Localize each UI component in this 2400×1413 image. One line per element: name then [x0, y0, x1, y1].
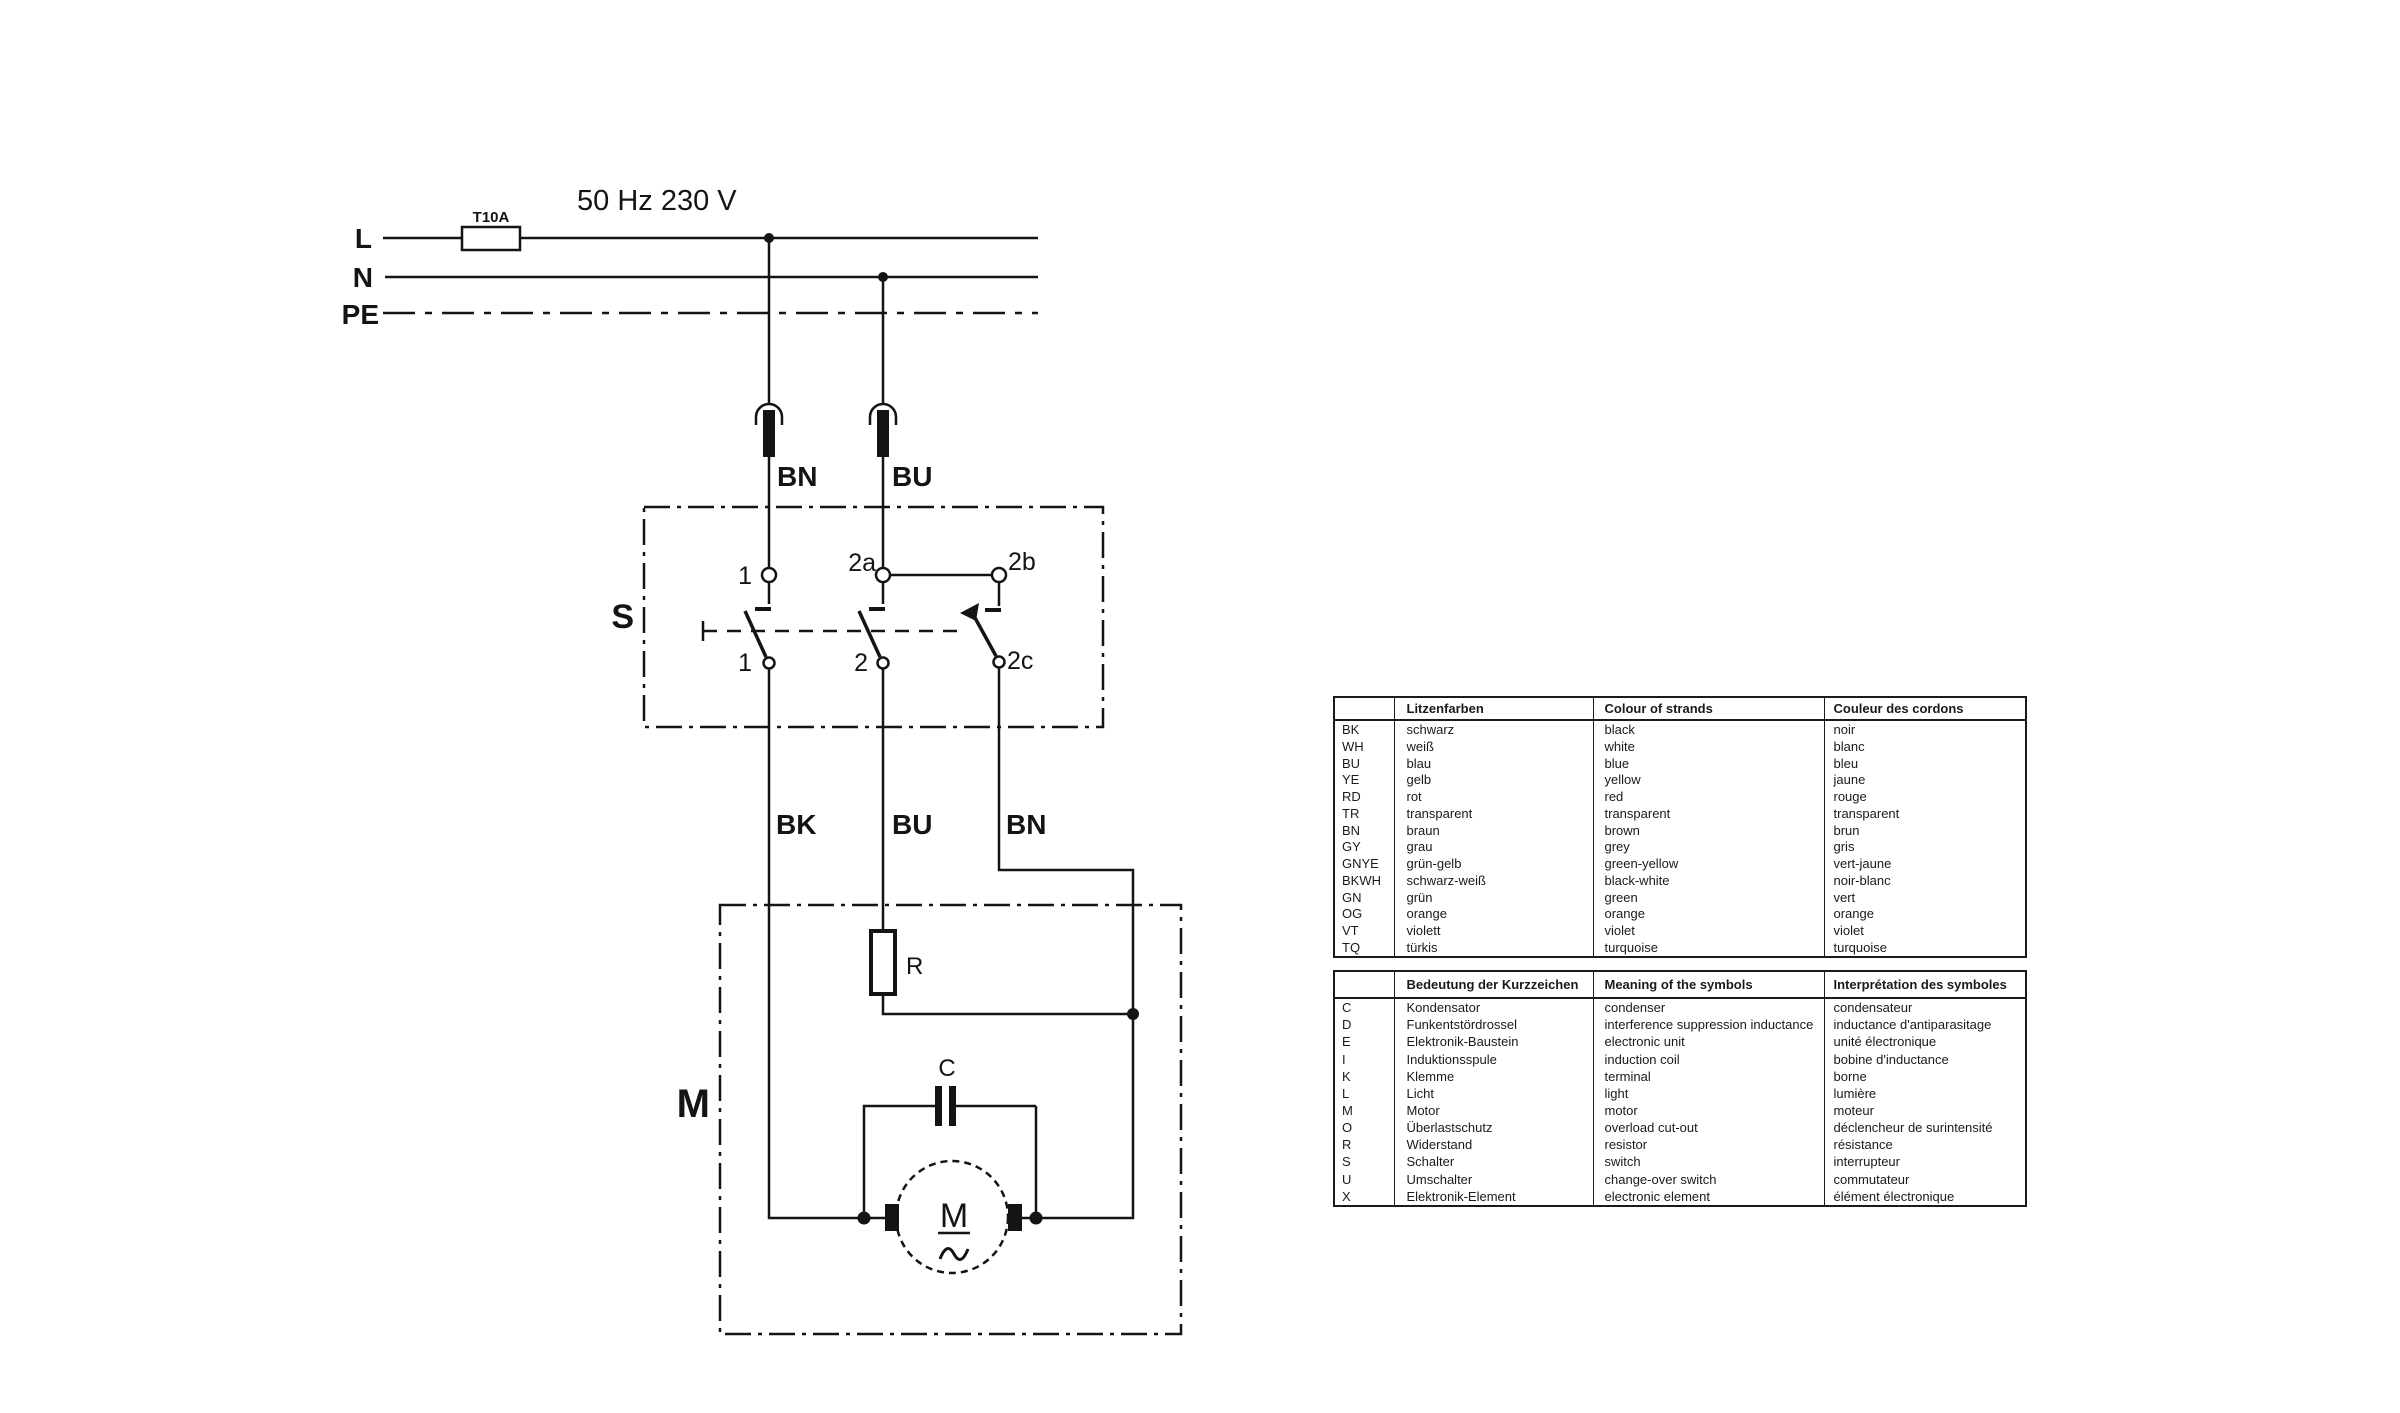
table-cell: transparent [1593, 805, 1824, 822]
table-cell: blau [1394, 755, 1593, 772]
table-cell: condenser [1593, 998, 1824, 1016]
code-cell: S [1342, 1154, 1351, 1170]
table-header-cell: Bedeutung der Kurzzeichen [1394, 971, 1593, 998]
resistor-symbol [871, 931, 895, 994]
contact-2-bottom-label: 2 [854, 649, 868, 677]
contact-2a-label: 2a [848, 549, 876, 577]
code-cell: BK [1342, 721, 1360, 737]
table-row [1334, 822, 2026, 839]
table-cell: violet [1824, 922, 2026, 939]
table-header-row [1334, 971, 2026, 998]
table-cell: switch [1593, 1153, 1824, 1170]
code-cell: R [1342, 1137, 1352, 1153]
table-cell: inductance d'antiparasitage [1824, 1016, 2026, 1033]
code-cell: GN [1342, 889, 1362, 905]
junction-dot [1030, 1212, 1043, 1225]
table-cell: Elektronik-Element [1394, 1188, 1593, 1206]
code-cell: BN [1342, 822, 1361, 838]
table-row [1334, 922, 2026, 939]
table-cell: condensateur [1824, 998, 2026, 1016]
table-row [1334, 1085, 2026, 1102]
code-cell: U [1342, 1171, 1352, 1187]
table-row [1334, 788, 2026, 805]
table-cell: bobine d'inductance [1824, 1051, 2026, 1068]
table-cell: turquoise [1593, 939, 1824, 957]
table-cell: lumière [1824, 1085, 2026, 1102]
table-body [1334, 720, 2026, 957]
table-cell: schwarz-weiß [1394, 872, 1593, 889]
table-row [1334, 872, 2026, 889]
table-header-cell: Litzenfarben [1394, 697, 1593, 720]
table-cell: light [1593, 1085, 1824, 1102]
table-cell: white [1593, 738, 1824, 755]
symbol-meanings-table-grid [1333, 970, 2027, 1207]
table-cell: commutateur [1824, 1171, 2026, 1188]
switch-box-outline [644, 507, 1103, 727]
motor-terminal [885, 1204, 899, 1231]
table-cell: electronic unit [1593, 1033, 1824, 1050]
code-cell: WH [1342, 738, 1364, 754]
table-cell: noir-blanc [1824, 872, 2026, 889]
code-cell: M [1342, 1103, 1353, 1119]
wire-bu-label: BU [892, 809, 933, 840]
table-row [1334, 998, 2026, 1016]
table-row [1334, 1016, 2026, 1033]
table-cell: overload cut-out [1593, 1119, 1824, 1136]
table-cell: vert [1824, 889, 2026, 906]
table-row [1334, 906, 2026, 923]
table-row [1334, 838, 2026, 855]
table-cell: Induktionsspule [1394, 1051, 1593, 1068]
code-cell: TQ [1342, 940, 1361, 956]
switch-3-arrow-icon [960, 603, 979, 621]
table-cell: change-over switch [1593, 1171, 1824, 1188]
table-cell: Umschalter [1394, 1171, 1593, 1188]
table-cell: weiß [1394, 738, 1593, 755]
code-cell: I [1342, 1051, 1346, 1067]
wire-bk [769, 668, 885, 1218]
table-row [1334, 738, 2026, 755]
contact-2b-label: 2b [1008, 548, 1036, 576]
contact-terminal [878, 658, 889, 669]
table-cell: induction coil [1593, 1051, 1824, 1068]
strand-colours-table-grid [1333, 696, 2027, 958]
contact-2c-label: 2c [1007, 647, 1034, 675]
table-cell: moteur [1824, 1102, 2026, 1119]
line-l-label: L [354, 223, 372, 254]
code-cell: TR [1342, 805, 1360, 821]
table-cell: grey [1593, 838, 1824, 855]
contact-terminal [762, 568, 776, 582]
switch-box-label: S [611, 598, 634, 636]
table-cell: Funkentstördrossel [1394, 1016, 1593, 1033]
table-cell: electronic element [1593, 1188, 1824, 1206]
table-cell: Kondensator [1394, 998, 1593, 1016]
table-cell: élément électronique [1824, 1188, 2026, 1206]
table-cell: turquoise [1824, 939, 2026, 957]
code-cell: E [1342, 1034, 1351, 1050]
wire-bk-label: BK [776, 809, 817, 840]
table-body [1334, 998, 2026, 1206]
table-cell: red [1593, 788, 1824, 805]
table-cell: schwarz [1394, 720, 1593, 738]
table-cell: bleu [1824, 755, 2026, 772]
table-row [1334, 1068, 2026, 1085]
code-cell: GNYE [1342, 856, 1379, 872]
code-cell: YE [1342, 772, 1360, 788]
table-header-cell: Meaning of the symbols [1593, 971, 1824, 998]
table-cell: interference suppression inductance [1593, 1016, 1824, 1033]
wire-bn [999, 668, 1133, 1218]
code-cell: L [1342, 1085, 1350, 1101]
table-row [1334, 1188, 2026, 1206]
table-cell: unité électronique [1824, 1033, 2026, 1050]
table-cell: türkis [1394, 939, 1593, 957]
table-row [1334, 1051, 2026, 1068]
plug-pin-icon [763, 410, 775, 457]
table-header-cell: Interprétation des symboles [1824, 971, 2026, 998]
wire-bn-label: BN [1006, 809, 1047, 840]
capacitor-plate [949, 1086, 956, 1126]
plug-pin-icon [877, 410, 889, 457]
code-cell: GY [1342, 839, 1361, 855]
table-cell: grau [1394, 838, 1593, 855]
supply-rating-label: 50 Hz 230 V [577, 185, 737, 217]
table-cell: transparent [1394, 805, 1593, 822]
table-cell: gelb [1394, 771, 1593, 788]
table-cell: green-yellow [1593, 855, 1824, 872]
table-cell: orange [1394, 906, 1593, 923]
contact-terminal [992, 568, 1006, 582]
connector-bu-label: BU [892, 461, 933, 492]
table-cell: orange [1593, 906, 1824, 923]
capacitor-label: C [938, 1055, 956, 1082]
strand-colours-table [1333, 696, 2025, 958]
table-header [1334, 971, 2026, 998]
table-cell: borne [1824, 1068, 2026, 1085]
table-cell: braun [1394, 822, 1593, 839]
resistor-label: R [906, 953, 924, 980]
table-row [1334, 1136, 2026, 1153]
motor-box-label: M [676, 1082, 710, 1126]
code-cell: BKWH [1342, 872, 1381, 888]
table-cell: Widerstand [1394, 1136, 1593, 1153]
code-cell: X [1342, 1188, 1351, 1204]
fuse-label: T10A [472, 209, 510, 226]
motor-letter: M [939, 1197, 969, 1235]
contact-terminal [764, 658, 775, 669]
code-cell: VT [1342, 923, 1359, 939]
table-cell: blanc [1824, 738, 2026, 755]
table-cell: Schalter [1394, 1153, 1593, 1170]
table-row [1334, 771, 2026, 788]
table-cell: jaune [1824, 771, 2026, 788]
table-cell: orange [1824, 906, 2026, 923]
code-cell: C [1342, 1000, 1352, 1016]
table-cell: violett [1394, 922, 1593, 939]
table-cell: green [1593, 889, 1824, 906]
table-row [1334, 1153, 2026, 1170]
table-cell: transparent [1824, 805, 2026, 822]
motor-terminal [1008, 1204, 1022, 1231]
contact-terminal [994, 657, 1005, 668]
code-cell: BU [1342, 755, 1361, 771]
table-cell: Motor [1394, 1102, 1593, 1119]
table-row [1334, 755, 2026, 772]
table-cell: interrupteur [1824, 1153, 2026, 1170]
table-header-cell: Couleur des cordons [1824, 697, 2026, 720]
table-cell: yellow [1593, 771, 1824, 788]
capacitor-plate [935, 1086, 942, 1126]
code-cell: D [1342, 1017, 1352, 1033]
table-header-cell: Colour of strands [1593, 697, 1824, 720]
switch-3-blade [974, 616, 996, 656]
table-cell: Licht [1394, 1085, 1593, 1102]
table-cell: grün-gelb [1394, 855, 1593, 872]
table-cell: black [1593, 720, 1824, 738]
connector-bn-label: BN [777, 461, 818, 492]
table-cell: grün [1394, 889, 1593, 906]
table-cell: Überlastschutz [1394, 1119, 1593, 1136]
code-cell: K [1342, 1068, 1351, 1084]
table-cell: motor [1593, 1102, 1824, 1119]
junction-dot [858, 1212, 871, 1225]
table-cell: resistor [1593, 1136, 1824, 1153]
contact-terminal [876, 568, 890, 582]
table-cell: black-white [1593, 872, 1824, 889]
symbol-meanings-table [1333, 970, 2025, 1207]
table-row [1334, 939, 2026, 957]
table-row [1334, 1102, 2026, 1119]
table-cell: Klemme [1394, 1068, 1593, 1085]
table-header [1334, 697, 2026, 720]
table-row [1334, 720, 2026, 738]
contact-1-bottom-label: 1 [738, 649, 752, 677]
table-cell: blue [1593, 755, 1824, 772]
table-cell: violet [1593, 922, 1824, 939]
contact-1-top-label: 1 [738, 562, 752, 590]
table-row [1334, 805, 2026, 822]
table-cell: déclencheur de surintensité [1824, 1119, 2026, 1136]
table-row [1334, 855, 2026, 872]
table-row [1334, 1119, 2026, 1136]
code-cell: RD [1342, 789, 1361, 805]
code-cell: O [1342, 1120, 1353, 1136]
junction-dot [1127, 1008, 1139, 1020]
code-cell: OG [1342, 906, 1363, 922]
table-cell: rot [1394, 788, 1593, 805]
table-header-row [1334, 697, 2026, 720]
code-column-header [1334, 697, 1394, 720]
code-column-header [1334, 971, 1394, 998]
table-row [1334, 1033, 2026, 1050]
table-cell: noir [1824, 720, 2026, 738]
table-cell: terminal [1593, 1068, 1824, 1085]
table-row [1334, 1171, 2026, 1188]
table-cell: résistance [1824, 1136, 2026, 1153]
table-row [1334, 889, 2026, 906]
line-pe-label: PE [341, 299, 379, 330]
table-cell: gris [1824, 838, 2026, 855]
motor-tilde-icon [940, 1249, 968, 1260]
fuse-symbol [462, 227, 520, 250]
table-cell: brun [1824, 822, 2026, 839]
table-cell: Elektronik-Baustein [1394, 1033, 1593, 1050]
table-cell: brown [1593, 822, 1824, 839]
line-n-label: N [352, 262, 373, 293]
table-cell: vert-jaune [1824, 855, 2026, 872]
table-cell: rouge [1824, 788, 2026, 805]
